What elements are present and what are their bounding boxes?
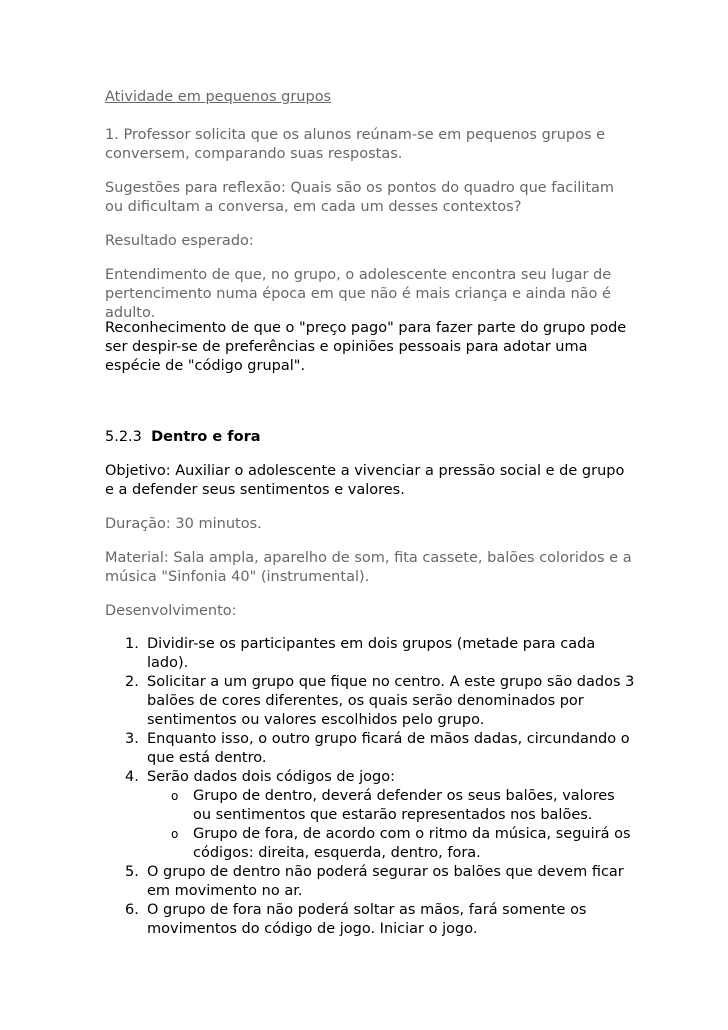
sub-list-item: o Grupo de fora, de acordo com o ritmo da música, seguirá os códigos: direita, esquerda, dentro, fora. [171,826,631,861]
section-number: 5.2.3 [105,429,142,445]
list-item: 2. Solicitar a um grupo que fique no centro. A este grupo são dados 3 balões de cores diferentes, os quais serão denominados por sentimentos ou valores escolhidos pelo grupo. [125,674,635,728]
paragraph-3: Resultado esperado: [105,233,254,249]
development-label: Desenvolvimento: [105,603,237,619]
bullet-icon: o [171,827,179,841]
list-item: 1. Dividir-se os participantes em dois grupos (metade para cada lado). [125,636,596,671]
paragraph-2: Sugestões para reflexão: Quais são os pontos do quadro que facilitam ou dificultam a conversa, em cada um desses contextos? [105,180,615,215]
list-item: 5. O grupo de dentro não poderá segurar os balões que devem ficar em movimento no ar. [125,864,624,899]
sub-list [147,787,635,863]
paragraph-5: Reconhecimento de que o "preço pago" para fazer parte do grupo pode ser despir-se de preferências e opiniões pessoais para adotar uma espécie de "código grupal". [105,320,627,374]
paragraph-1: 1. Professor solicita que os alunos reúnam-se em pequenos grupos e conversem, comparando suas respostas. [105,127,606,162]
list-item: 4. Serão dados dois códigos de jogo: o Grupo de dentro, deverá defender os seus balões, valores ou sentimentos que estarão representados nos balões. o Grupo de fora, de acordo com o ritmo da música, seguirá os códigos: direita, esquerda, dentro, fora. [147,768,635,863]
section-title: Dentro e fora [151,429,261,445]
objective-paragraph: Objetivo: Auxiliar o adolescente a vivenciar a pressão social e de grupo e a defender seus sentimentos e valores. [105,463,625,498]
duration-paragraph: Duração: 30 minutos. [105,516,262,532]
activity-heading: Atividade em pequenos grupos [105,89,332,105]
section-heading [105,428,635,447]
bullet-icon: o [171,789,179,803]
sub-list-item: o Grupo de dentro, deverá defender os seus balões, valores ou sentimentos que estarão representados nos balões. [171,788,615,823]
list-item: 3. Enquanto isso, o outro grupo ficará de mãos dadas, circundando o que está dentro. [125,731,630,766]
steps-list [105,635,635,939]
list-item: 6. O grupo de fora não poderá soltar as mãos, fará somente os movimentos do código de jogo. Iniciar o jogo. [125,902,587,937]
material-paragraph: Material: Sala ampla, aparelho de som, fita cassete, balões coloridos e a música "Sinfonia 40" (instrumental). [105,550,632,585]
paragraph-4: Entendimento de que, no grupo, o adolescente encontra seu lugar de pertencimento numa época em que não é mais criança e ainda não é adulto. [105,267,612,321]
